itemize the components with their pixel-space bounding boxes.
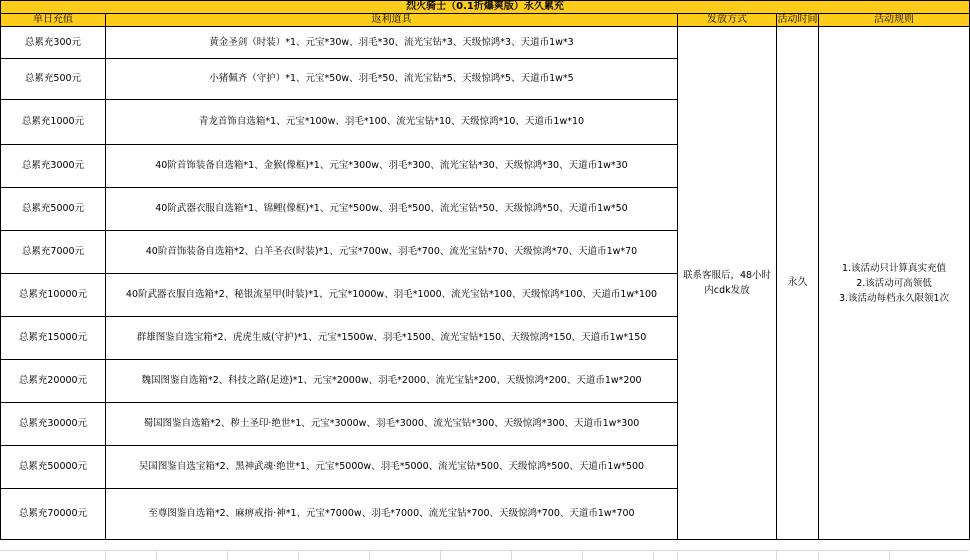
reward-cell: 吴国图鉴自选宝箱*2、黑神武魂·绝世*1、元宝*5000w、羽毛*5000、流光宝钻*500、天级惊鸿*500、天道币1w*500 [106, 446, 678, 489]
reward-cell: 黄金圣剑（时装）*1、元宝*30w、羽毛*30、流光宝钻*3、天级惊鸿*3、天道币1w*3 [106, 27, 678, 59]
distribution-method: 联系客服后，48小时内cdk发放 [678, 27, 777, 540]
reward-cell: 魏国图鉴自选箱*2、科技之路(足迹)*1、元宝*2000w、羽毛*2000、流光宝钻*200、天级惊鸿*200、天道币1w*200 [106, 360, 678, 403]
reward-cell: 群雄图鉴自选宝箱*2、虎虎生威(守护)*1、元宝*1500w、羽毛*1500、流光宝钻*150、天级惊鸿*150、天道币1w*150 [106, 317, 678, 360]
header-rules: 活动规则 [819, 14, 970, 27]
header-method: 发放方式 [678, 14, 777, 27]
table-title: 烈火骑士（0.1折爆爽版）永久累充 [1, 1, 970, 14]
rule-line: 2.该活动可高领低 [856, 277, 932, 289]
reward-cell: 40阶首饰装备自选箱*1、金猴(像框)*1、元宝*300w、羽毛*300、流光宝钻*30、天级惊鸿*30、天道币1w*30 [106, 145, 678, 188]
tier-cell: 总累充3000元 [1, 145, 106, 188]
reward-cell: 至尊图鉴自选箱*2、麻痹戒指·神*1、元宝*7000w、羽毛*7000、流光宝钻*700、天级惊鸿*700、天道币1w*700 [106, 489, 678, 540]
tier-cell: 总累充5000元 [1, 188, 106, 231]
header-rewards: 返利道具 [106, 14, 678, 27]
tier-cell: 总累充10000元 [1, 274, 106, 317]
reward-cell: 青龙首饰自选箱*1、元宝*100w、羽毛*100、流光宝钻*10、天级惊鸿*10、天道币1w*10 [106, 100, 678, 145]
reward-cell: 小猪佩齐（守护）*1、元宝*50w、羽毛*50、流光宝钻*5、天级惊鸿*5、天道币1w*5 [106, 59, 678, 100]
tier-cell: 总累充300元 [1, 27, 106, 59]
activity-duration: 永久 [777, 27, 819, 540]
reward-cell: 40阶武器衣服自选箱*2、秘银流星甲(时装)*1、元宝*1000w、羽毛*1000、流光宝钻*100、天级惊鸿*100、天道币1w*100 [106, 274, 678, 317]
tier-cell: 总累充15000元 [1, 317, 106, 360]
header-row [1, 14, 970, 27]
reward-cell: 蜀国图鉴自选箱*2、秽土圣印·绝世*1、元宝*3000w、羽毛*3000、流光宝钻*300、天级惊鸿*300、天道币1w*300 [106, 403, 678, 446]
rule-line: 1.该活动只计算真实充值 [841, 262, 947, 274]
reward-cell: 40阶武器衣服自选箱*1、锦鲤(像框)*1、元宝*500w、羽毛*500、流光宝钻*50、天级惊鸿*50、天道币1w*50 [106, 188, 678, 231]
tier-cell: 总累充20000元 [1, 360, 106, 403]
tier-cell: 总累充500元 [1, 59, 106, 100]
table-row [1, 27, 970, 59]
reward-cell: 40阶首饰装备自选箱*2、白羊圣衣(时装)*1、元宝*700w、羽毛*700、流光宝钻*70、天级惊鸿*70、天道币1w*70 [106, 231, 678, 274]
rule-line: 3.该活动每档永久限领1次 [838, 292, 950, 304]
tier-cell: 总累充70000元 [1, 489, 106, 540]
activity-rules [819, 27, 970, 540]
tier-cell: 总累充1000元 [1, 100, 106, 145]
header-tier: 单日充值 [1, 14, 106, 27]
tier-cell: 总累充50000元 [1, 446, 106, 489]
title-row [1, 1, 970, 14]
tier-cell: 总累充30000元 [1, 403, 106, 446]
header-duration: 活动时间 [777, 14, 818, 25]
tier-cell: 总累充7000元 [1, 231, 106, 274]
